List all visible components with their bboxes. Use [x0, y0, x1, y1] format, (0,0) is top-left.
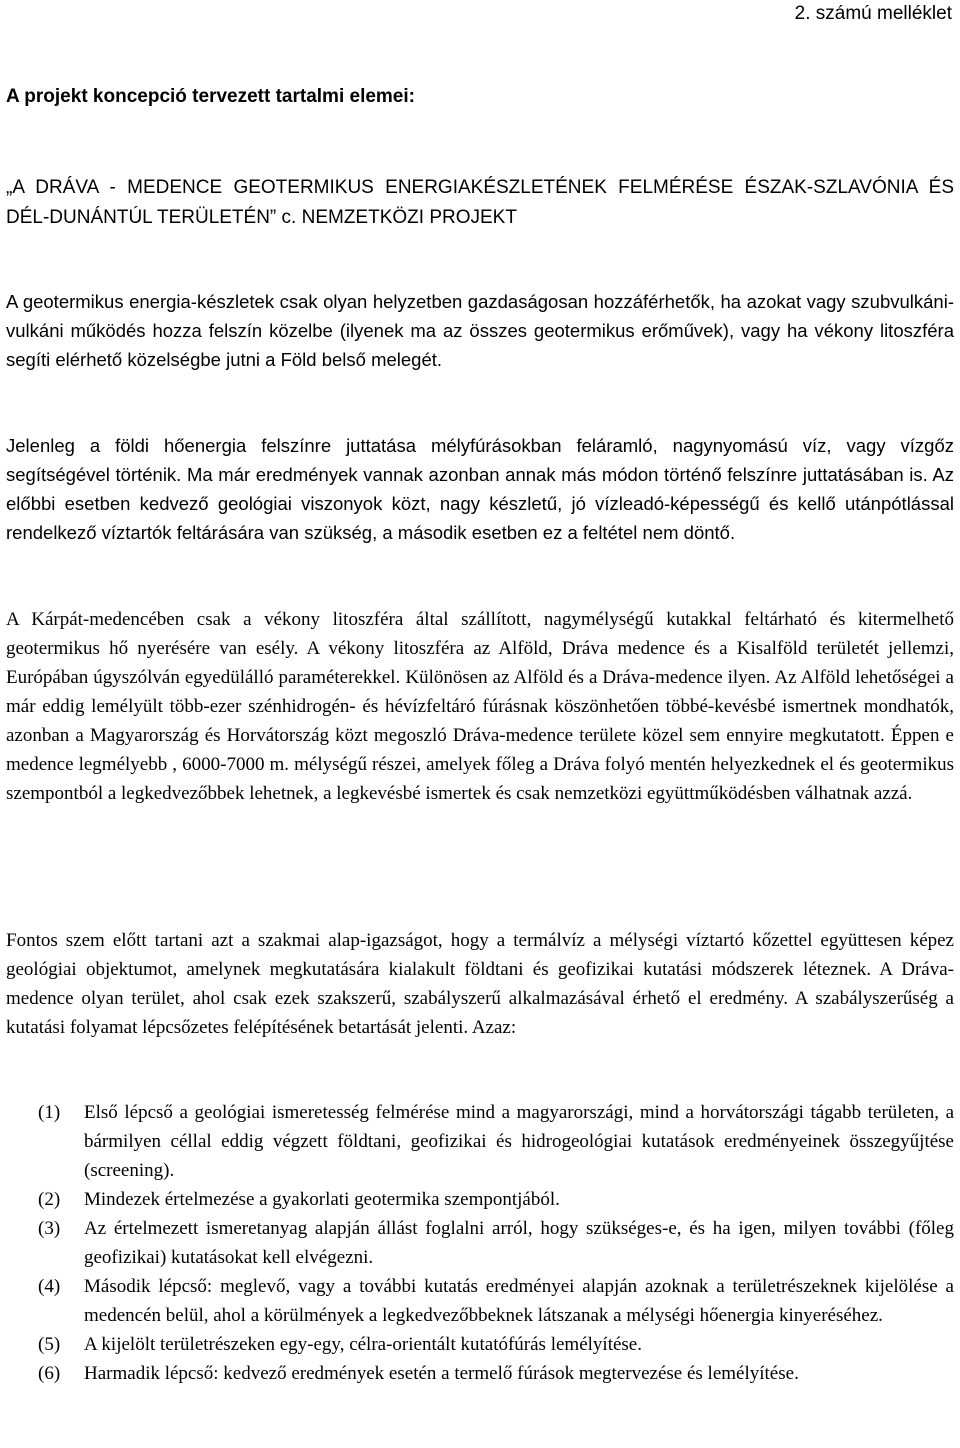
annex-label: 2. számú melléklet — [794, 3, 952, 24]
step-text: Az értelmezett ismeretanyag alapján állást foglalni arról, hogy szükséges-e, és ha igen, milyen további (főleg geofizikai) kutatásokat kell elvégezni. — [84, 1218, 954, 1268]
paragraph-geothermal-access: A geotermikus energia-készletek csak olyan helyzetben gazdaságosan hozzáférhetők, ha azokat vagy szubvulkáni-vulkáni működés hozza felszín közelbe (ilyenek ma az összes geotermikus erőművek), vagy ha vékony litoszféra segíti elérhető közelségbe jutni a Föld belső melegét. — [6, 291, 954, 370]
list-item — [6, 1098, 954, 1185]
project-title: „A DRÁVA - MEDENCE GEOTERMIKUS ENERGIAKÉSZLETÉNEK FELMÉRÉSE ÉSZAK-SZLAVÓNIA ÉS DÉL-DUNÁNTÚL TERÜLETÉN” c. NEMZETKÖZI PROJEKT — [6, 177, 954, 228]
step-number: (5) — [38, 1334, 61, 1355]
step-number: (6) — [38, 1363, 61, 1384]
list-item — [6, 1185, 954, 1214]
step-number: (4) — [38, 1276, 61, 1297]
list-item — [6, 1330, 954, 1359]
step-text: Mindezek értelmezése a gyakorlati geotermika szempontjából. — [84, 1189, 560, 1210]
paragraph-carpathian-basin: A Kárpát-medencében csak a vékony litoszféra által szállított, nagymélységű kutakkal feltárható és kitermelhető geotermikus hő nyerésére van esély. A vékony litoszféra az Alföld, Dráva medence és a Kisalföld területét jellemzi, Európában úgyszólván egyedülálló paraméterekkel. Különösen az Alföld és a Dráva-medence ilyen. Az Alföld lehetőségei a már eddig lemélyült több-ezer szénhidrogén- és hévízfeltáró fúrásnak köszönhetően többé-kevésbé ismertnek mondhatók, azonban a Magyarország és Horvátország közt megoszló Dráva-medence területe közel sem ennyire megkutatott. Éppen e medence legmélyebb , 6000-7000 m. mélységű részei, amelyek főleg a Dráva folyó mentén helyezkednek el és geotermikus szempontból a legkedvezőbbek lehetnek, a legkevésbé ismertek és csak nemzetközi együttműködésben válhatnak azzá. — [6, 609, 954, 804]
step-text: Második lépcső: meglevő, vagy a további kutatás eredményei alapján azoknak a területrészeknek kijelölése a medencén belül, ahol a körülmények a legkedvezőbbeknek látszanak a mélységi hőenergia kinyeréséhez. — [84, 1276, 954, 1326]
paragraph-current-methods: Jelenleg a földi hőenergia felszínre juttatása mélyfúrásokban feláramló, nagynyomású víz, vagy vízgőz segítségével történik. Ma már eredmények vannak azonban annak más módon történő felszínre juttatásában is. Az előbbi esetben kedvező geológiai viszonyok közt, nagy készletű, jó vízleadó-képességű és kellő utánpótlással rendelkező víztartók feltárására van szükség, a második esetben ez a feltétel nem döntő. — [6, 435, 954, 543]
list-item — [6, 1214, 954, 1272]
paragraph-research-principles: Fontos szem előtt tartani azt a szakmai alap-igazságot, hogy a termálvíz a mélységi víztartó kőzettel együttesen képez geológiai objektumot, amelynek megkutatására kialakult földtani és geofizikai kutatási módszerek léteznek. A Dráva-medence olyan terület, ahol csak ezek szakszerű, szabályszerű alkalmazásával érhető el eredmény. A szabályszerűség a kutatási folyamat lépcsőzetes felépítésének betartását jelenti. Azaz: — [6, 930, 954, 1038]
step-text: A kijelölt területrészeken egy-egy, célra-orientált kutatófúrás lemélyítése. — [84, 1334, 642, 1355]
research-steps-list — [6, 1098, 954, 1388]
list-item — [6, 1359, 954, 1388]
step-text: Első lépcső a geológiai ismeretesség felmérése mind a magyarországi, mind a horvátországi tágabb területen, a bármilyen céllal eddig végzett földtani, geofizikai és hidrogeológiai kutatások eredményeinek összegyűjtése (screening). — [84, 1102, 954, 1181]
step-number: (1) — [38, 1102, 61, 1123]
step-number: (3) — [38, 1218, 61, 1239]
step-text: Harmadik lépcső: kedvező eredmények esetén a termelő fúrások megtervezése és lemélyítése. — [84, 1363, 799, 1384]
document-heading: A projekt koncepció tervezett tartalmi elemei: — [6, 86, 415, 107]
list-item — [6, 1272, 954, 1330]
step-number: (2) — [38, 1189, 61, 1210]
